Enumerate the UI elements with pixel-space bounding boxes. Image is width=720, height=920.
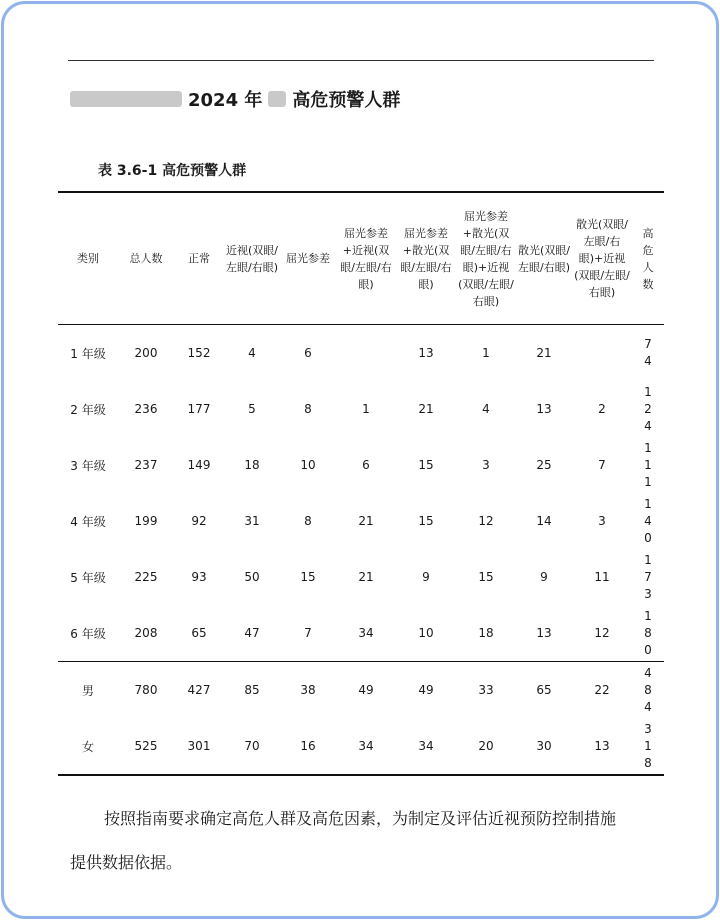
table-header-cell: 屈光参差	[286, 252, 330, 265]
table-cell: 18	[244, 458, 260, 472]
table-cell: 301	[187, 739, 211, 753]
table-cell: 33	[478, 683, 494, 697]
table-caption: 表 3.6-1 高危预警人群	[98, 163, 247, 179]
high-risk-table	[58, 191, 664, 770]
table-cell: 2 年级	[70, 402, 106, 417]
section-title-text: 高危预警人群	[292, 90, 401, 111]
table-cell: 47	[244, 626, 260, 640]
table-cell: 6	[362, 458, 370, 472]
table-cell: 10	[300, 458, 316, 472]
table-cell: 8	[304, 402, 312, 416]
table-header-cell: 正常	[188, 252, 210, 265]
table-cell: 180	[644, 608, 652, 657]
table-cell: 10	[418, 626, 434, 640]
grade-row	[58, 493, 664, 549]
table-cell: 15	[418, 458, 434, 472]
table-cell: 225	[134, 570, 158, 584]
table-cell: 3	[482, 458, 490, 472]
table-cell	[572, 325, 632, 382]
table-cell: 74	[644, 337, 652, 368]
table-cell: 13	[418, 346, 434, 360]
table-header-cell: 类别	[77, 252, 99, 265]
table-cell: 70	[244, 739, 260, 753]
table-cell: 21	[358, 570, 374, 584]
table-header-cell: 近视(双眼/左眼/右眼)	[226, 243, 278, 274]
table-cell: 85	[244, 683, 260, 697]
table-cell: 13	[536, 402, 552, 416]
table-cell: 7	[598, 458, 606, 472]
table-cell: 3	[598, 514, 606, 528]
table-cell: 1	[362, 402, 370, 416]
table-cell: 34	[418, 739, 434, 753]
table-cell	[336, 325, 396, 382]
table-cell: 11	[594, 570, 610, 584]
table-cell: 50	[244, 570, 260, 584]
sex-row	[58, 718, 664, 775]
table-cell: 12	[478, 514, 494, 528]
table-cell: 427	[187, 683, 211, 697]
table-cell: 199	[134, 514, 158, 528]
table-cell: 18	[478, 626, 494, 640]
table-cell: 111	[644, 440, 652, 489]
grade-row	[58, 325, 664, 382]
table-cell: 1	[482, 346, 490, 360]
paragraph-line: 提供数据依据。	[70, 853, 183, 872]
table-cell: 13	[536, 626, 552, 640]
grade-row	[58, 605, 664, 662]
table-header-cell: 散光(双眼/左眼/右眼)+近视(双眼/左眼/右眼)	[574, 218, 630, 299]
table-header-cell: 高危人数	[642, 226, 654, 291]
table-cell: 140	[644, 496, 652, 545]
section-title-year: 2024 年	[188, 90, 263, 111]
table-cell: 2	[598, 402, 606, 416]
table-cell: 21	[536, 346, 552, 360]
table-cell: 4	[482, 402, 490, 416]
table-cell: 30	[536, 739, 552, 753]
table-cell: 6 年级	[70, 626, 106, 641]
table-cell: 15	[300, 570, 316, 584]
table-header-cell: 屈光参差+散光(双眼/左眼/右眼)+近视(双眼/左眼/右眼)	[458, 209, 514, 308]
table-cell: 92	[191, 514, 207, 528]
table-cell: 34	[358, 626, 374, 640]
table-cell: 22	[594, 683, 610, 697]
table-header-cell: 屈光参差+近视(双眼/左眼/右眼)	[340, 226, 392, 291]
table-cell: 15	[418, 514, 434, 528]
table-cell: 21	[418, 402, 434, 416]
table-cell: 5	[248, 402, 256, 416]
table-cell: 1 年级	[70, 346, 106, 361]
table-cell: 5 年级	[70, 570, 106, 585]
table-cell: 4	[248, 346, 256, 360]
table-cell: 34	[358, 739, 374, 753]
table-cell: 6	[304, 346, 312, 360]
sex-row	[58, 662, 664, 719]
paragraph-line: 按照指南要求确定高危人群及高危因素，为制定及评估近视预防控制措施	[104, 809, 617, 828]
table-cell: 65	[536, 683, 552, 697]
table-cell: 3 年级	[70, 458, 106, 473]
table-cell: 13	[594, 739, 610, 753]
table-header-cell: 屈光参差+散光(双眼/左眼/右眼)	[400, 226, 452, 291]
table-cell: 484	[644, 665, 652, 714]
table-cell: 21	[358, 514, 374, 528]
table-cell: 4 年级	[70, 514, 106, 529]
table-cell: 49	[418, 683, 434, 697]
table-cell: 237	[134, 458, 158, 472]
table-cell: 15	[478, 570, 494, 584]
table-cell: 8	[304, 514, 312, 528]
table-cell: 236	[134, 402, 158, 416]
table-header-cell: 总人数	[129, 252, 163, 265]
table-header-row	[58, 192, 664, 325]
table-cell: 200	[134, 346, 158, 360]
table-cell: 16	[300, 739, 316, 753]
table-cell: 49	[358, 683, 374, 697]
table-cell: 7	[304, 626, 312, 640]
table-cell: 149	[187, 458, 211, 472]
table-cell: 31	[244, 514, 260, 528]
table-cell: 9	[540, 570, 548, 584]
table-cell: 173	[644, 552, 652, 601]
grade-row	[58, 381, 664, 437]
table-cell: 318	[644, 721, 652, 770]
table-cell: 12	[594, 626, 610, 640]
table-header-cell: 散光(双眼/左眼/右眼)	[518, 243, 570, 274]
table-cell: 525	[134, 739, 158, 753]
table-cell: 65	[191, 626, 207, 640]
table-cell: 208	[134, 626, 158, 640]
table-cell: 男	[81, 683, 94, 698]
table-cell: 25	[536, 458, 552, 472]
table-cell: 9	[422, 570, 430, 584]
table-cell: 93	[191, 570, 207, 584]
table-cell: 780	[134, 683, 158, 697]
grade-row	[58, 549, 664, 605]
table-cell: 177	[187, 402, 211, 416]
table-cell: 38	[300, 683, 316, 697]
header-rule	[68, 60, 654, 61]
table-cell: 女	[81, 739, 94, 754]
table-cell: 124	[644, 384, 652, 433]
redacted-text	[70, 91, 182, 107]
grade-row	[58, 437, 664, 493]
redacted-text	[268, 91, 286, 107]
table-cell: 14	[536, 514, 552, 528]
table-cell: 152	[187, 346, 211, 360]
section-title	[70, 86, 400, 112]
table-cell: 20	[478, 739, 494, 753]
